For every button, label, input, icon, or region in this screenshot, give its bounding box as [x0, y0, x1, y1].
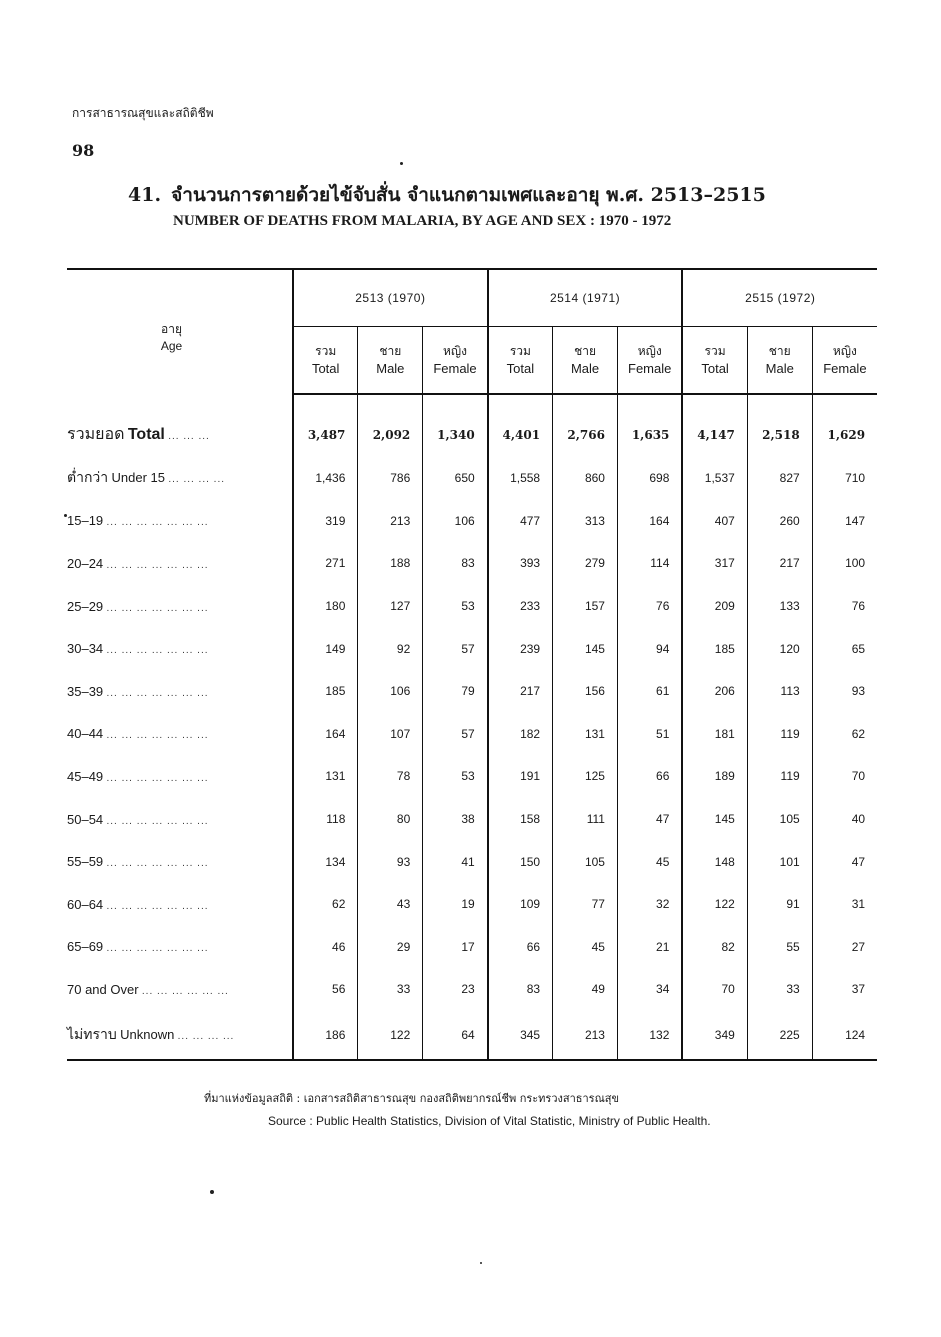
table-cell: 61 [617, 670, 682, 713]
age-group-label [67, 670, 293, 713]
table-row [67, 926, 877, 969]
table-cell: 345 [488, 1011, 553, 1060]
table-cell: 83 [488, 968, 553, 1011]
dot-leader: ... ... ... ... ... ... ... [106, 687, 209, 699]
table-cell: 217 [747, 542, 812, 585]
table-cell: 279 [553, 542, 618, 585]
table-cell: 120 [747, 627, 812, 670]
age-label-thai: รวมยอด [67, 424, 125, 443]
table-cell: 181 [682, 713, 747, 756]
table-cell: 80 [358, 798, 423, 841]
table-cell: 62 [293, 883, 358, 926]
age-label-thai: ไม่ทราบ [67, 1026, 117, 1043]
column-header-female-3 [812, 327, 877, 395]
dot-leader: ... ... ... ... ... ... [141, 985, 229, 997]
table-cell: 79 [423, 670, 488, 713]
table-cell: 45 [617, 840, 682, 883]
column-header-thai: ชาย [768, 344, 791, 358]
dot-leader: ... ... ... ... ... ... ... [106, 900, 209, 912]
dot-leader: ... ... ... ... ... ... ... [106, 943, 209, 955]
table-cell: 93 [358, 840, 423, 883]
table-cell: 37 [812, 968, 877, 1011]
running-head: การสาธารณสุขและสถิติชีพ [72, 106, 214, 120]
table-cell: 710 [812, 457, 877, 500]
table-cell: 4,401 [488, 394, 553, 457]
table-cell: 66 [617, 755, 682, 798]
table-cell: 148 [682, 840, 747, 883]
age-label-english: 35–39 [67, 683, 104, 699]
table-row [67, 798, 877, 841]
table-cell: 65 [812, 627, 877, 670]
table-cell: 164 [293, 713, 358, 756]
table-cell: 113 [747, 670, 812, 713]
table-cell: 157 [553, 585, 618, 628]
table-cell: 105 [553, 840, 618, 883]
age-header-thai: อายุ [161, 322, 182, 336]
table-cell: 1,558 [488, 457, 553, 500]
column-header-thai: ชาย [574, 344, 596, 358]
source-thai: ที่มาแห่งข้อมูลสถิติ : เอกสารสถิติสาธารณสุข กองสถิติพยากรณ์ชีพ กระทรวงสาธารณสุข [204, 1092, 620, 1105]
table-row [67, 500, 877, 543]
dot-leader: ... ... ... ... ... ... ... [106, 730, 209, 742]
table-cell: 114 [617, 542, 682, 585]
dot-leader: ... ... ... ... [168, 474, 226, 486]
year-header-1972: 2515 (1972) [682, 269, 877, 327]
table-cell: 260 [747, 500, 812, 543]
column-header-female-2 [617, 327, 682, 395]
table-row [67, 542, 877, 585]
table-cell: 147 [812, 500, 877, 543]
column-header-total-3 [682, 327, 747, 395]
table-cell: 78 [358, 755, 423, 798]
table-cell: 1,436 [293, 457, 358, 500]
table-cell: 109 [488, 883, 553, 926]
table-cell: 2,766 [553, 394, 618, 457]
table-cell: 55 [747, 926, 812, 969]
table-cell: 393 [488, 542, 553, 585]
table-cell: 57 [423, 627, 488, 670]
table-cell: 158 [488, 798, 553, 841]
table-cell: 101 [747, 840, 812, 883]
age-group-label [67, 627, 293, 670]
table-cell: 125 [553, 755, 618, 798]
table-row [67, 457, 877, 500]
table-row [67, 585, 877, 628]
column-header-male-1 [358, 327, 423, 395]
table-cell: 124 [812, 1011, 877, 1060]
age-header [67, 269, 293, 394]
age-group-label [67, 542, 293, 585]
table-cell: 206 [682, 670, 747, 713]
age-label-english: 15–19 [67, 513, 104, 529]
age-label-english: Total [127, 426, 165, 443]
age-label-english: Under 15 [111, 470, 165, 486]
table-cell: 1,340 [423, 394, 488, 457]
table-cell: 77 [553, 883, 618, 926]
table-cell: 118 [293, 798, 358, 841]
table-row [67, 1011, 877, 1060]
table-cell: 239 [488, 627, 553, 670]
age-label-english: 65–69 [67, 939, 104, 955]
column-header-thai: หญิง [832, 344, 857, 358]
year-header-1971: 2514 (1971) [488, 269, 683, 327]
table-cell: 119 [747, 713, 812, 756]
source-note [204, 1088, 711, 1132]
column-header-english: Total [311, 361, 340, 376]
table-cell: 786 [358, 457, 423, 500]
table-cell: 133 [747, 585, 812, 628]
column-header-english: Male [570, 361, 600, 376]
dot-leader: ... ... ... ... ... ... ... [106, 858, 209, 870]
table-body [67, 394, 877, 1060]
age-group-label [67, 968, 293, 1011]
age-label-english: Unknown [120, 1026, 175, 1042]
column-header-thai: รวม [509, 344, 531, 358]
table-cell: 185 [682, 627, 747, 670]
table-cell: 29 [358, 926, 423, 969]
table-cell: 191 [488, 755, 553, 798]
age-label-english: 70 and Over [67, 981, 139, 997]
age-label-english: 30–34 [67, 641, 104, 657]
table-cell: 32 [617, 883, 682, 926]
table-cell: 131 [553, 713, 618, 756]
scan-speck [210, 1190, 214, 1194]
age-group-label [67, 500, 293, 543]
table-cell: 3,487 [293, 394, 358, 457]
dot-leader: ... ... ... ... [177, 1030, 235, 1042]
table-cell: 150 [488, 840, 553, 883]
table-cell: 185 [293, 670, 358, 713]
dot-leader: ... ... ... ... ... ... ... [106, 602, 209, 614]
table-cell: 189 [682, 755, 747, 798]
table-cell: 100 [812, 542, 877, 585]
table-cell: 70 [812, 755, 877, 798]
table-cell: 145 [553, 627, 618, 670]
age-header-english: Age [160, 339, 183, 353]
table-cell: 313 [553, 500, 618, 543]
table-title-english: NUMBER OF DEATHS FROM MALARIA, BY AGE AND SEX : 1970 - 1972 [173, 213, 672, 229]
age-group-label [67, 926, 293, 969]
table-cell: 156 [553, 670, 618, 713]
table-cell: 122 [682, 883, 747, 926]
age-group-label [67, 1011, 293, 1060]
table-cell: 860 [553, 457, 618, 500]
table-cell: 180 [293, 585, 358, 628]
table-row [67, 968, 877, 1011]
table-cell: 188 [358, 542, 423, 585]
table-cell: 2,518 [747, 394, 812, 457]
column-header-thai: รวม [704, 344, 726, 358]
table-cell: 407 [682, 500, 747, 543]
table-cell: 23 [423, 968, 488, 1011]
scan-speck [64, 514, 67, 517]
table-cell: 111 [553, 798, 618, 841]
table-cell: 83 [423, 542, 488, 585]
age-label-english: 25–29 [67, 598, 104, 614]
title-thai-text: จำนวนการตายด้วยไข้จับสั่น จำแนกตามเพศและอายุ พ.ศ. 2513–2515 [171, 184, 766, 206]
table-row [67, 883, 877, 926]
table-cell: 105 [747, 798, 812, 841]
age-group-label [67, 798, 293, 841]
age-group-label [67, 755, 293, 798]
dot-leader: ... ... ... ... ... ... ... [106, 645, 209, 657]
column-header-female-1 [423, 327, 488, 395]
table-cell: 76 [617, 585, 682, 628]
column-header-thai: ชาย [379, 344, 402, 358]
table-cell: 53 [423, 585, 488, 628]
table-cell: 47 [812, 840, 877, 883]
table-cell: 209 [682, 585, 747, 628]
table-cell: 40 [812, 798, 877, 841]
table-cell: 66 [488, 926, 553, 969]
table-cell: 271 [293, 542, 358, 585]
age-group-label [67, 457, 293, 500]
table-cell: 106 [423, 500, 488, 543]
table-cell: 82 [682, 926, 747, 969]
total-row [67, 394, 877, 457]
table-number: 41. [128, 184, 162, 206]
dot-leader: ... ... ... ... ... ... ... [106, 517, 209, 529]
table-cell: 119 [747, 755, 812, 798]
table-cell: 164 [617, 500, 682, 543]
table-cell: 145 [682, 798, 747, 841]
age-label-english: 40–44 [67, 726, 104, 742]
table-cell: 53 [423, 755, 488, 798]
table-cell: 122 [358, 1011, 423, 1060]
column-header-total-2 [488, 327, 553, 395]
table-row [67, 840, 877, 883]
table-cell: 1,635 [617, 394, 682, 457]
age-label-english: 20–24 [67, 555, 104, 571]
age-label-english: 60–64 [67, 896, 104, 912]
table-cell: 57 [423, 713, 488, 756]
age-group-label [67, 713, 293, 756]
age-label-english: 50–54 [67, 811, 104, 827]
table-cell: 76 [812, 585, 877, 628]
table-cell: 225 [747, 1011, 812, 1060]
column-header-english: Male [376, 361, 405, 376]
table-cell: 94 [617, 627, 682, 670]
table-cell: 49 [553, 968, 618, 1011]
age-group-label [67, 394, 293, 457]
table-cell: 43 [358, 883, 423, 926]
table-cell: 47 [617, 798, 682, 841]
table-cell: 233 [488, 585, 553, 628]
column-header-english: Total [506, 361, 535, 376]
table-cell: 33 [358, 968, 423, 1011]
table-cell: 2,092 [358, 394, 423, 457]
scan-speck [480, 1262, 482, 1264]
table-cell: 317 [682, 542, 747, 585]
table-cell: 182 [488, 713, 553, 756]
table-cell: 64 [423, 1011, 488, 1060]
table-cell: 21 [617, 926, 682, 969]
age-group-label [67, 840, 293, 883]
table-cell: 477 [488, 500, 553, 543]
table-cell: 213 [358, 500, 423, 543]
deaths-table [67, 268, 877, 1061]
table-cell: 19 [423, 883, 488, 926]
table-cell: 131 [293, 755, 358, 798]
year-header-row [67, 269, 877, 327]
table-cell: 93 [812, 670, 877, 713]
table-cell: 349 [682, 1011, 747, 1060]
table-title-thai [128, 180, 766, 210]
table-cell: 91 [747, 883, 812, 926]
table-cell: 92 [358, 627, 423, 670]
table-cell: 45 [553, 926, 618, 969]
dot-leader: ... ... ... ... ... ... ... [106, 772, 209, 784]
table-row [67, 670, 877, 713]
table-cell: 41 [423, 840, 488, 883]
table-cell: 698 [617, 457, 682, 500]
table-cell: 1,629 [812, 394, 877, 457]
scan-speck [400, 162, 403, 165]
dot-leader: ... ... ... ... ... ... ... [106, 559, 209, 571]
table-cell: 127 [358, 585, 423, 628]
table-cell: 62 [812, 713, 877, 756]
dot-leader: ... ... ... [168, 431, 210, 442]
table-cell: 213 [553, 1011, 618, 1060]
table-cell: 149 [293, 627, 358, 670]
table-cell: 34 [617, 968, 682, 1011]
column-header-english: Male [765, 361, 794, 376]
table-cell: 70 [682, 968, 747, 1011]
column-header-english: Total [701, 361, 729, 376]
table-cell: 27 [812, 926, 877, 969]
table-cell: 31 [812, 883, 877, 926]
table-row [67, 713, 877, 756]
table-row [67, 627, 877, 670]
column-header-thai: หญิง [442, 344, 467, 358]
page-number: 98 [72, 141, 95, 160]
table-cell: 46 [293, 926, 358, 969]
table-cell: 827 [747, 457, 812, 500]
age-label-english: 55–59 [67, 854, 104, 870]
table-cell: 56 [293, 968, 358, 1011]
column-header-thai: หญิง [637, 344, 662, 358]
column-header-male-2 [553, 327, 618, 395]
table-cell: 134 [293, 840, 358, 883]
table-cell: 107 [358, 713, 423, 756]
column-header-english: Female [433, 361, 477, 376]
table-cell: 51 [617, 713, 682, 756]
table-cell: 38 [423, 798, 488, 841]
table-cell: 650 [423, 457, 488, 500]
age-label-english: 45–49 [67, 768, 104, 784]
table-cell: 4,147 [682, 394, 747, 457]
column-header-total-1 [293, 327, 358, 395]
column-header-thai: รวม [315, 344, 337, 358]
age-group-label [67, 585, 293, 628]
column-header-english: Female [628, 361, 672, 376]
table-cell: 1,537 [682, 457, 747, 500]
table-cell: 106 [358, 670, 423, 713]
column-header-male-3 [747, 327, 812, 395]
table-cell: 33 [747, 968, 812, 1011]
table-row [67, 755, 877, 798]
table-cell: 186 [293, 1011, 358, 1060]
column-header-english: Female [823, 361, 867, 376]
age-label-thai: ต่ำกว่า [67, 470, 109, 487]
source-english: Source : Public Health Statistics, Division of Vital Statistic, Ministry of Public Health. [268, 1114, 711, 1128]
table-cell: 319 [293, 500, 358, 543]
table-cell: 132 [617, 1011, 682, 1060]
year-header-1970: 2513 (1970) [293, 269, 488, 327]
table-cell: 17 [423, 926, 488, 969]
age-group-label [67, 883, 293, 926]
table-cell: 217 [488, 670, 553, 713]
dot-leader: ... ... ... ... ... ... ... [106, 815, 209, 827]
